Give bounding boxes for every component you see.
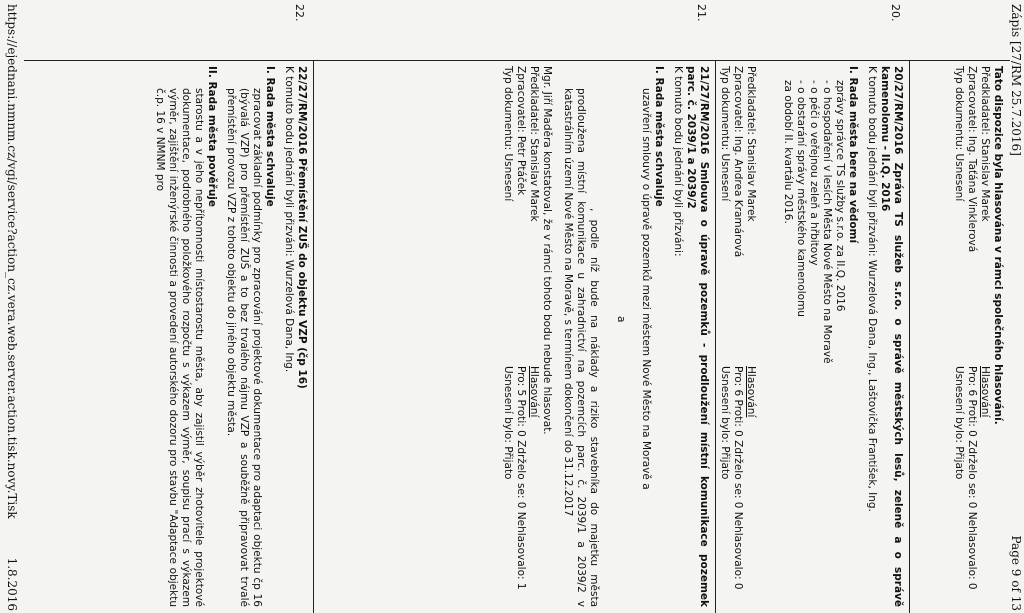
presenter: Předkladatel: Stanislav Marek (528, 66, 540, 222)
joint-vote-note: Tato dispozice byla hlasována v rámci společného hlasování. (992, 66, 1004, 425)
vote-detail: Pro: 6 Proti: 0 Zdrželo se: 0 Nehlasovalo: 0 (732, 366, 744, 590)
presenter: Předkladatel: Stanislav Marek (745, 66, 757, 222)
item-title: 21/27/RM/2016 Smlouva o úpravě pozemků - prodloužení místní komunikace pozemek parc. č. 2039/1 a 2039/2 (685, 66, 710, 607)
item-attendees: K tomuto bodu jednání byli přizváni: Wurzelová Dana, Ing., Laštovička František, Ing. (866, 66, 878, 512)
document-type: Typ dokumentu: Usnesení (502, 66, 514, 202)
item-attendees: K tomuto bodu jednání byli přizváni: (672, 66, 684, 257)
header-title: Zápis [27/RM 25.7.2016] (1009, 4, 1023, 156)
processor: Zpracovatel: Ing. Andrea Kramárová (732, 66, 744, 258)
document-type: Typ dokumentu: Usnesení (719, 66, 731, 202)
vote-label: Hlasování (979, 366, 991, 418)
document-type: Typ dokumentu: Usnesení (953, 66, 965, 202)
vote-detail: Pro: 5 Proti: 0 Zdrželo se: 0 Nehlasovalo: 1 (515, 366, 527, 590)
presenter: Předkladatel: Stanislav Marek (979, 66, 991, 222)
resolution-line: - o péči o veřejnou zeleň a hřbitovy (808, 80, 820, 266)
resolution-text: , podle níž bude na náklady a riziko stavebníka do majetku města prodloužena místní komunikace u zahradnictví na pozemcích parc. č. 2039/1 a 2039/2 v katastrálním území Nové Město na Moravě, s termínem dokončení do 31.12.2017 (562, 88, 600, 607)
vote-result: Usnesení bylo: Přijato (719, 366, 731, 480)
vote-label: Hlasování (528, 366, 540, 418)
item-title: 20/27/RM/2016 Zpráva TS služeb s.r.o. o správě městských lesů, zeleně a o správě kamenolomu - II.Q. 2016 (879, 66, 904, 607)
footer-url: https://ejednani.nmnm.cz/vgi/service?action_cz.vera.web.server.action.tisk.novy.Tisk (5, 4, 19, 519)
page-header (1006, 0, 1024, 613)
resolution-heading: II. Rada města pověřuje (206, 66, 218, 208)
item-20 (718, 66, 904, 607)
resolution-line: - o obstarání správy městského kamenolomu (795, 80, 807, 317)
resolution-line: za období II. kvartálu 2016. (782, 80, 794, 224)
item-22 (153, 66, 308, 607)
resolution-text: starostu a v jeho nepřítomnosti místostarostu města, aby zajistil výběr zhotovitele projektové dokumentace, podrobného položkového rozpočtu s výkazem výměr, soupisu prací s výkazem výměr, zajištění inženýrské činnosti a provedení autorského dozoru pro stavbu "Adaptace objektu č.p. 16 v NMNM pro (154, 88, 205, 607)
footer-date: 1.8.2016 (5, 557, 19, 611)
item-number: 22. (293, 4, 306, 22)
resolution-heading: I. Rada města schvaluje (264, 66, 276, 207)
row-divider (909, 60, 910, 613)
item-21 (501, 66, 710, 607)
processor: Zpracovatel: Ing. Taťána Vinklerová (966, 66, 978, 253)
resolution-heading: I. Rada města schvaluje (653, 66, 665, 207)
previous-item-vote-block (952, 66, 1004, 607)
resolution-text: a (615, 316, 627, 323)
page-footer (0, 0, 20, 613)
processor: Zpracovatel: Petr Ptáček (515, 66, 527, 196)
resolution-line: zprávy správce TS služby s.r.o. za II.Q. 2016 (834, 80, 846, 312)
resolution-heading: I. Rada města bere na vědomí (847, 66, 859, 244)
vote-detail: Pro: 6 Proti: 0 Zdrželo se: 0 Nehlasovalo: 0 (966, 366, 978, 590)
resolution-text: uzavření smlouvy o úpravě pozemků mezi městem Nové Město na Moravě a (640, 88, 652, 490)
item-number: 20. (889, 4, 902, 22)
vote-result: Usnesení bylo: Přijato (502, 366, 514, 480)
conflict-note: Mgr. Jiří Maděra konstatoval, že v rámci tohoto bodu nebude hlasovat. (541, 66, 553, 435)
resolution-text: zpracovat základní podmínky pro zpracování projektové dokumentace pro adaptaci objektu čp 16 (bývalá VZP) pro přemístění ZUŠ a to bez trvalého nájmu VZP a souběžně připravovat trvalé přemístění provozu VZP z tohoto objektu do jiného objektu města. (225, 88, 263, 607)
resolution-line: - o hospodaření v lesích Města Nové Město na Moravě (821, 80, 833, 364)
vote-result: Usnesení bylo: Přijato (953, 366, 965, 480)
item-title: 22/27/RM/2016 Přemístění ZUŠ do objektu VZP (čp 16) (296, 66, 308, 389)
row-divider (313, 60, 314, 613)
vote-label: Hlasování (745, 366, 757, 418)
column-divider (24, 60, 1010, 61)
item-number: 21. (695, 4, 708, 22)
page-number: Page 9 of 13 (1009, 535, 1023, 611)
item-attendees: K tomuto bodu jednání byli přizváni: Wurzelová Dana, Ing. (283, 66, 295, 373)
row-divider (715, 60, 716, 613)
